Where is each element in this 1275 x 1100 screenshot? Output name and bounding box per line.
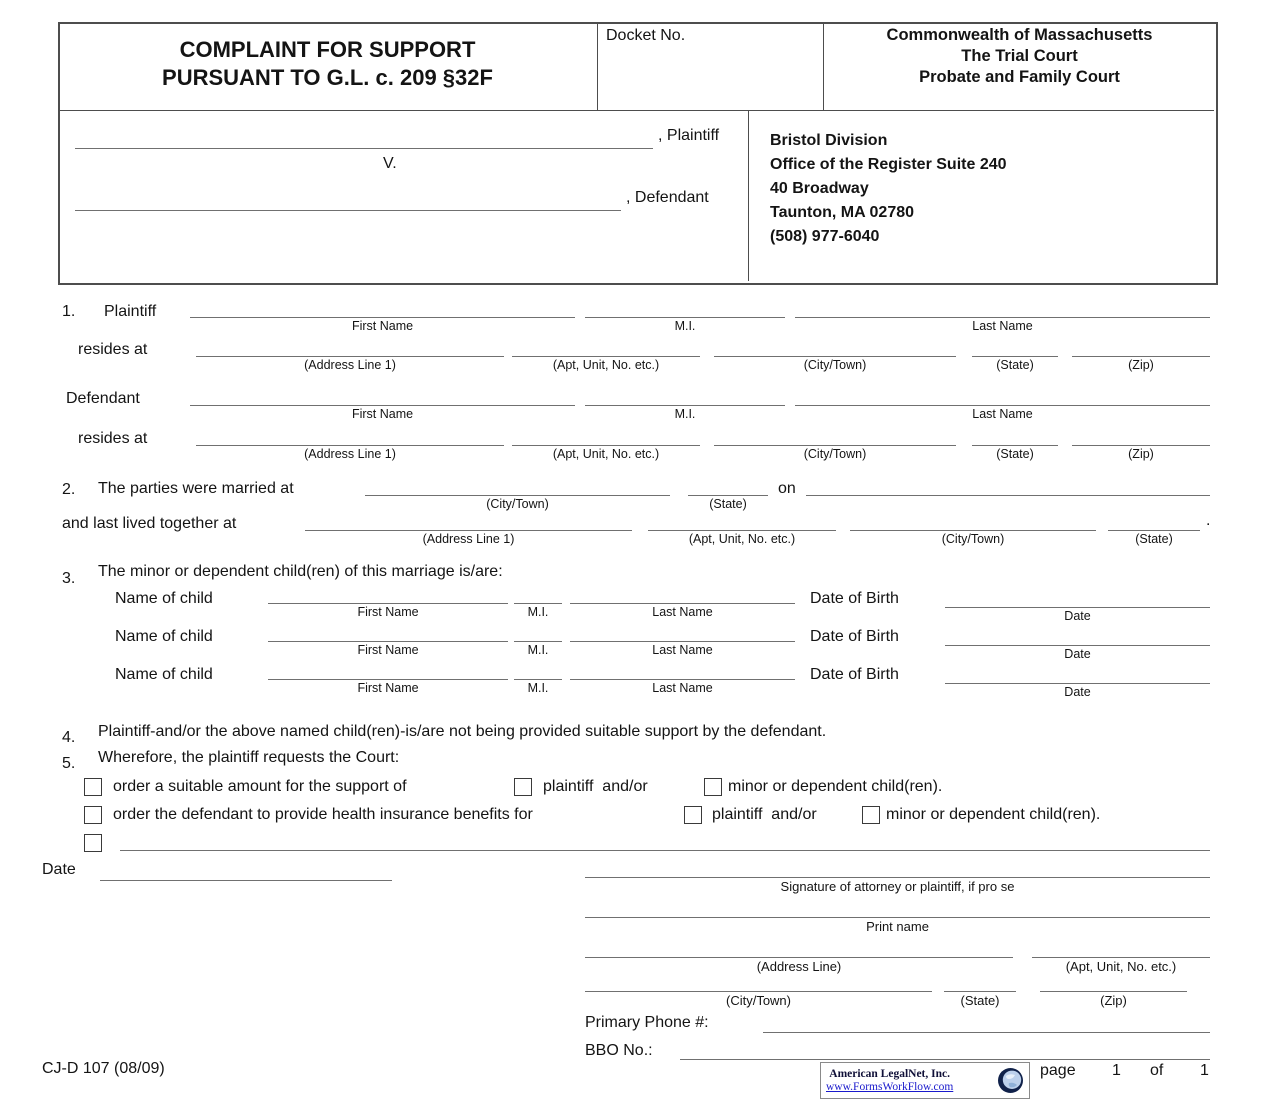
item2-married-label: The parties were married at bbox=[98, 480, 294, 497]
mi-caption: M.I. bbox=[674, 407, 696, 421]
item1-number: 1. bbox=[62, 303, 76, 320]
mi-caption: M.I. bbox=[527, 605, 549, 619]
plaintiff-resides-label: resides at bbox=[78, 341, 148, 358]
plaintiff-address1-field[interactable] bbox=[196, 356, 504, 372]
mi-caption: M.I. bbox=[527, 681, 549, 695]
order-insurance-label: order the defendant to provide health insurance benefits for bbox=[113, 806, 533, 823]
item2-lived-label: and last lived together at bbox=[62, 515, 237, 532]
print-name-field[interactable] bbox=[585, 917, 1210, 934]
bbo-field[interactable] bbox=[680, 1059, 1210, 1060]
first-name-caption: First Name bbox=[357, 643, 419, 657]
first-name-caption: First Name bbox=[351, 319, 414, 333]
plaintiff-zip-field[interactable] bbox=[1072, 356, 1210, 372]
plaintiff-state-field[interactable] bbox=[972, 356, 1058, 372]
date-field[interactable] bbox=[100, 880, 392, 881]
child3-dob-field[interactable] bbox=[945, 683, 1210, 699]
defendant-apt-field[interactable] bbox=[512, 445, 700, 461]
plaintiff-last-name-field[interactable] bbox=[795, 317, 1210, 333]
child1-name-label: Name of child bbox=[115, 590, 213, 607]
form-title-line2: PURSUANT TO G.L. c. 209 §32F bbox=[162, 65, 493, 90]
item4-number: 4. bbox=[62, 729, 76, 746]
lived-address1-field[interactable] bbox=[305, 530, 632, 546]
defendant-first-name-field[interactable] bbox=[190, 405, 575, 421]
date-caption: Date bbox=[1064, 647, 1091, 661]
last-name-caption: Last Name bbox=[652, 643, 713, 657]
apt-caption: (Apt, Unit, No. etc.) bbox=[552, 447, 660, 461]
child2-dob-field[interactable] bbox=[945, 645, 1210, 661]
insurance-children-checkbox[interactable] bbox=[862, 806, 880, 824]
state-caption: (State) bbox=[996, 447, 1034, 461]
child2-dob-label: Date of Birth bbox=[810, 628, 899, 645]
division-block bbox=[770, 129, 1200, 249]
division-phone: (508) 977-6040 bbox=[770, 228, 880, 245]
item1-defendant-label: Defendant bbox=[66, 390, 140, 407]
married-state-field[interactable] bbox=[688, 495, 768, 511]
zip-caption: (Zip) bbox=[1128, 358, 1154, 372]
child1-dob-label: Date of Birth bbox=[810, 590, 899, 607]
child2-first-name-field[interactable] bbox=[268, 641, 508, 657]
insurance-children-label: minor or dependent child(ren). bbox=[886, 806, 1101, 823]
attorney-state-field[interactable] bbox=[944, 991, 1016, 1008]
attorney-apt-field[interactable] bbox=[1032, 957, 1210, 974]
date-caption: Date bbox=[1064, 685, 1091, 699]
attorney-city-field[interactable] bbox=[585, 991, 932, 1008]
apt-caption: (Apt, Unit, No. etc.) bbox=[552, 358, 660, 372]
apt-caption: (Apt, Unit, No. etc.) bbox=[688, 532, 796, 546]
item2-period: . bbox=[1206, 512, 1211, 529]
item3-number: 3. bbox=[62, 570, 76, 587]
item5-heading: Wherefore, the plaintiff requests the Court: bbox=[98, 749, 400, 766]
defendant-name-field[interactable] bbox=[75, 210, 621, 211]
child3-name-label: Name of child bbox=[115, 666, 213, 683]
phone-field[interactable] bbox=[763, 1032, 1210, 1033]
support-plaintiff-checkbox[interactable] bbox=[514, 778, 532, 796]
plaintiff-suffix-label: , Plaintiff bbox=[658, 127, 720, 144]
globe-icon bbox=[997, 1067, 1024, 1094]
page-of-word: of bbox=[1150, 1062, 1164, 1079]
child2-last-name-field[interactable] bbox=[570, 641, 795, 657]
court-header-line3: Probate and Family Court bbox=[919, 68, 1120, 86]
married-city-field[interactable] bbox=[365, 495, 670, 511]
zip-caption: (Zip) bbox=[1100, 993, 1127, 1008]
phone-label: Primary Phone #: bbox=[585, 1014, 709, 1031]
city-caption: (City/Town) bbox=[803, 358, 867, 372]
other-request-checkbox[interactable] bbox=[84, 834, 102, 852]
child2-mi-field[interactable] bbox=[514, 641, 562, 657]
lived-state-field[interactable] bbox=[1108, 530, 1200, 546]
page-word: page bbox=[1040, 1062, 1076, 1079]
header-divider-title-docket bbox=[597, 22, 598, 110]
child2-name-label: Name of child bbox=[115, 628, 213, 645]
order-support-label: order a suitable amount for the support of bbox=[113, 778, 407, 795]
defendant-address1-field[interactable] bbox=[196, 445, 504, 461]
other-request-field[interactable] bbox=[120, 850, 1210, 851]
last-name-caption: Last Name bbox=[972, 407, 1033, 421]
docket-no-label: Docket No. bbox=[606, 27, 686, 44]
state-caption: (State) bbox=[996, 358, 1034, 372]
page-total: 1 bbox=[1200, 1062, 1209, 1079]
attorney-address-field[interactable] bbox=[585, 957, 1013, 974]
header-divider-docket-court bbox=[823, 22, 824, 110]
date-caption: Date bbox=[1064, 609, 1091, 623]
support-children-checkbox[interactable] bbox=[704, 778, 722, 796]
child3-dob-label: Date of Birth bbox=[810, 666, 899, 683]
defendant-state-field[interactable] bbox=[972, 445, 1058, 461]
insurance-plaintiff-checkbox[interactable] bbox=[684, 806, 702, 824]
date-label: Date bbox=[42, 861, 76, 878]
lived-city-field[interactable] bbox=[850, 530, 1096, 546]
last-name-caption: Last Name bbox=[972, 319, 1033, 333]
zip-caption: (Zip) bbox=[1128, 447, 1154, 461]
formsworkflow-link[interactable]: www.FormsWorkFlow.com bbox=[826, 1080, 954, 1093]
state-caption: (State) bbox=[960, 993, 1000, 1008]
mi-caption: M.I. bbox=[674, 319, 696, 333]
attorney-zip-field[interactable] bbox=[1040, 991, 1187, 1008]
page-number: 1 bbox=[1112, 1062, 1121, 1079]
defendant-resides-label: resides at bbox=[78, 430, 148, 447]
address1-caption: (Address Line 1) bbox=[422, 532, 515, 546]
lived-apt-field[interactable] bbox=[648, 530, 836, 546]
insurance-plaintiff-label: plaintiff and/or bbox=[712, 806, 817, 823]
support-children-label: minor or dependent child(ren). bbox=[728, 778, 943, 795]
married-date-field[interactable] bbox=[806, 495, 1210, 496]
order-support-checkbox[interactable] bbox=[84, 778, 102, 796]
plaintiff-apt-field[interactable] bbox=[512, 356, 700, 372]
mi-caption: M.I. bbox=[527, 643, 549, 657]
city-caption: (City/Town) bbox=[941, 532, 1005, 546]
form-number: CJ-D 107 (08/09) bbox=[42, 1060, 165, 1077]
city-caption: (City/Town) bbox=[486, 497, 549, 511]
city-caption: (City/Town) bbox=[803, 447, 867, 461]
plaintiff-name-field[interactable] bbox=[75, 148, 653, 149]
child1-last-name-field[interactable] bbox=[570, 603, 795, 619]
state-caption: (State) bbox=[709, 497, 747, 511]
child3-last-name-field[interactable] bbox=[570, 679, 795, 695]
defendant-zip-field[interactable] bbox=[1072, 445, 1210, 461]
first-name-caption: First Name bbox=[357, 605, 419, 619]
child3-first-name-field[interactable] bbox=[268, 679, 508, 695]
division-office: Office of the Register Suite 240 bbox=[770, 156, 1007, 173]
item5-number: 5. bbox=[62, 755, 76, 772]
address-caption: (Address Line) bbox=[756, 959, 842, 974]
defendant-suffix-label: , Defendant bbox=[626, 189, 709, 206]
first-name-caption: First Name bbox=[351, 407, 414, 421]
last-name-caption: Last Name bbox=[652, 605, 713, 619]
item2-number: 2. bbox=[62, 481, 76, 498]
order-insurance-checkbox[interactable] bbox=[84, 806, 102, 824]
header-divider-caption-division bbox=[748, 110, 749, 281]
child3-mi-field[interactable] bbox=[514, 679, 562, 695]
last-name-caption: Last Name bbox=[652, 681, 713, 695]
legalnet-logo bbox=[820, 1062, 1030, 1099]
item2-on-label: on bbox=[778, 480, 796, 497]
court-header-line1: Commonwealth of Massachusetts bbox=[886, 26, 1153, 44]
item1-plaintiff-label: Plaintiff bbox=[104, 303, 157, 320]
legalnet-name: American LegalNet, Inc. bbox=[829, 1067, 950, 1080]
division-city-state-zip: Taunton, MA 02780 bbox=[770, 204, 915, 221]
child1-dob-field[interactable] bbox=[945, 607, 1210, 623]
address1-caption: (Address Line 1) bbox=[304, 447, 396, 461]
print-name-caption: Print name bbox=[866, 919, 929, 934]
city-caption: (City/Town) bbox=[725, 993, 791, 1008]
item4-text: Plaintiff-and/or the above named child(ren)-is/are not being provided suitable support by the defendant. bbox=[98, 723, 827, 740]
form-title bbox=[60, 36, 595, 92]
defendant-last-name-field[interactable] bbox=[795, 405, 1210, 421]
apt-caption: (Apt, Unit, No. etc.) bbox=[1065, 959, 1177, 974]
plaintiff-mi-field[interactable] bbox=[585, 317, 785, 333]
division-street: 40 Broadway bbox=[770, 180, 869, 197]
first-name-caption: First Name bbox=[357, 681, 419, 695]
legalnet-logo-text bbox=[826, 1068, 953, 1094]
item3-heading: The minor or dependent child(ren) of this marriage is/are: bbox=[98, 563, 503, 580]
bbo-label: BBO No.: bbox=[585, 1042, 653, 1059]
defendant-city-field[interactable] bbox=[714, 445, 956, 461]
header-divider-horizontal bbox=[58, 110, 1214, 111]
division-name: Bristol Division bbox=[770, 132, 888, 149]
address1-caption: (Address Line 1) bbox=[304, 358, 396, 372]
child1-mi-field[interactable] bbox=[514, 603, 562, 619]
court-header-line2: The Trial Court bbox=[961, 47, 1078, 65]
state-caption: (State) bbox=[1135, 532, 1173, 546]
plaintiff-city-field[interactable] bbox=[714, 356, 956, 372]
signature-field[interactable] bbox=[585, 877, 1210, 894]
child1-first-name-field[interactable] bbox=[268, 603, 508, 619]
court-header bbox=[825, 25, 1214, 88]
plaintiff-first-name-field[interactable] bbox=[190, 317, 575, 333]
support-plaintiff-label: plaintiff and/or bbox=[543, 778, 648, 795]
signature-caption: Signature of attorney or plaintiff, if pro se bbox=[780, 879, 1015, 894]
defendant-mi-field[interactable] bbox=[585, 405, 785, 421]
versus-label: V. bbox=[383, 155, 397, 172]
form-title-line1: COMPLAINT FOR SUPPORT bbox=[179, 37, 476, 62]
